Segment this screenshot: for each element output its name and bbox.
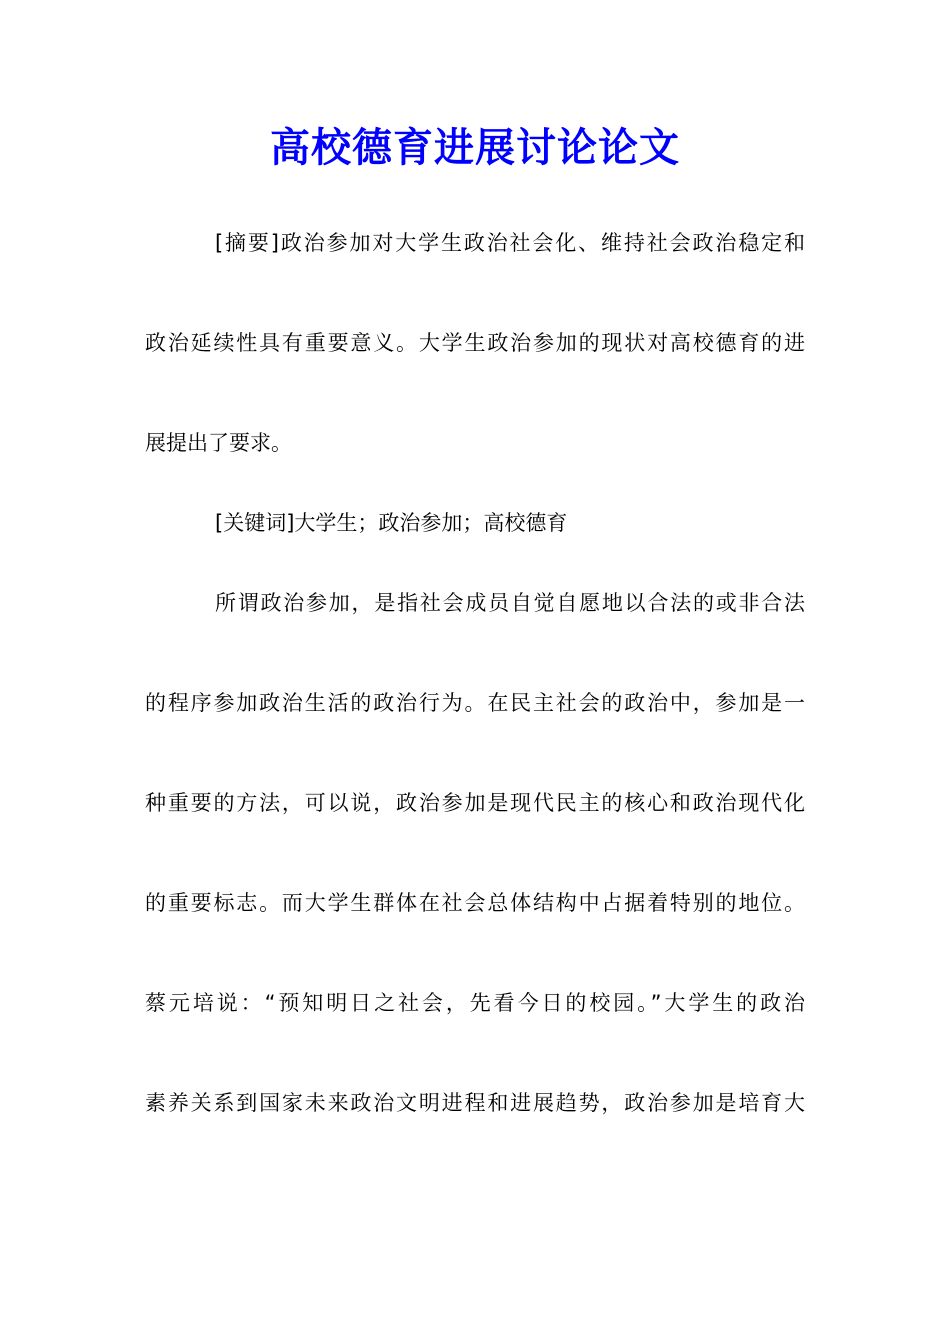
body-line-3: 种重要的方法，可以说，政治参加是现代民主的核心和政治现代化 bbox=[145, 791, 805, 815]
body-line-4: 的重要标志。而大学生群体在社会总体结构中占据着特别的地位。 bbox=[145, 891, 805, 915]
body-line-1: 所谓政治参加，是指社会成员自觉自愿地以合法的或非合法 bbox=[215, 591, 805, 615]
body-line-2: 的程序参加政治生活的政治行为。在民主社会的政治中，参加是一 bbox=[145, 691, 805, 715]
body-line-5: 蔡元培说：“预知明日之社会，先看今日的校园。”大学生的政治 bbox=[145, 991, 805, 1015]
abstract-line-2: 政治延续性具有重要意义。大学生政治参加的现状对高校德育的进 bbox=[145, 331, 805, 355]
document-title: 高校德育进展讨论论文 bbox=[270, 124, 680, 171]
keywords-line: [关键词]大学生；政治参加；高校德育 bbox=[215, 511, 568, 535]
abstract-line-3: 展提出了要求。 bbox=[145, 431, 292, 455]
abstract-line-1: [摘要]政治参加对大学生政治社会化、维持社会政治稳定和 bbox=[215, 231, 805, 255]
body-line-6: 素养关系到国家未来政治文明进程和进展趋势，政治参加是培育大 bbox=[145, 1091, 805, 1115]
